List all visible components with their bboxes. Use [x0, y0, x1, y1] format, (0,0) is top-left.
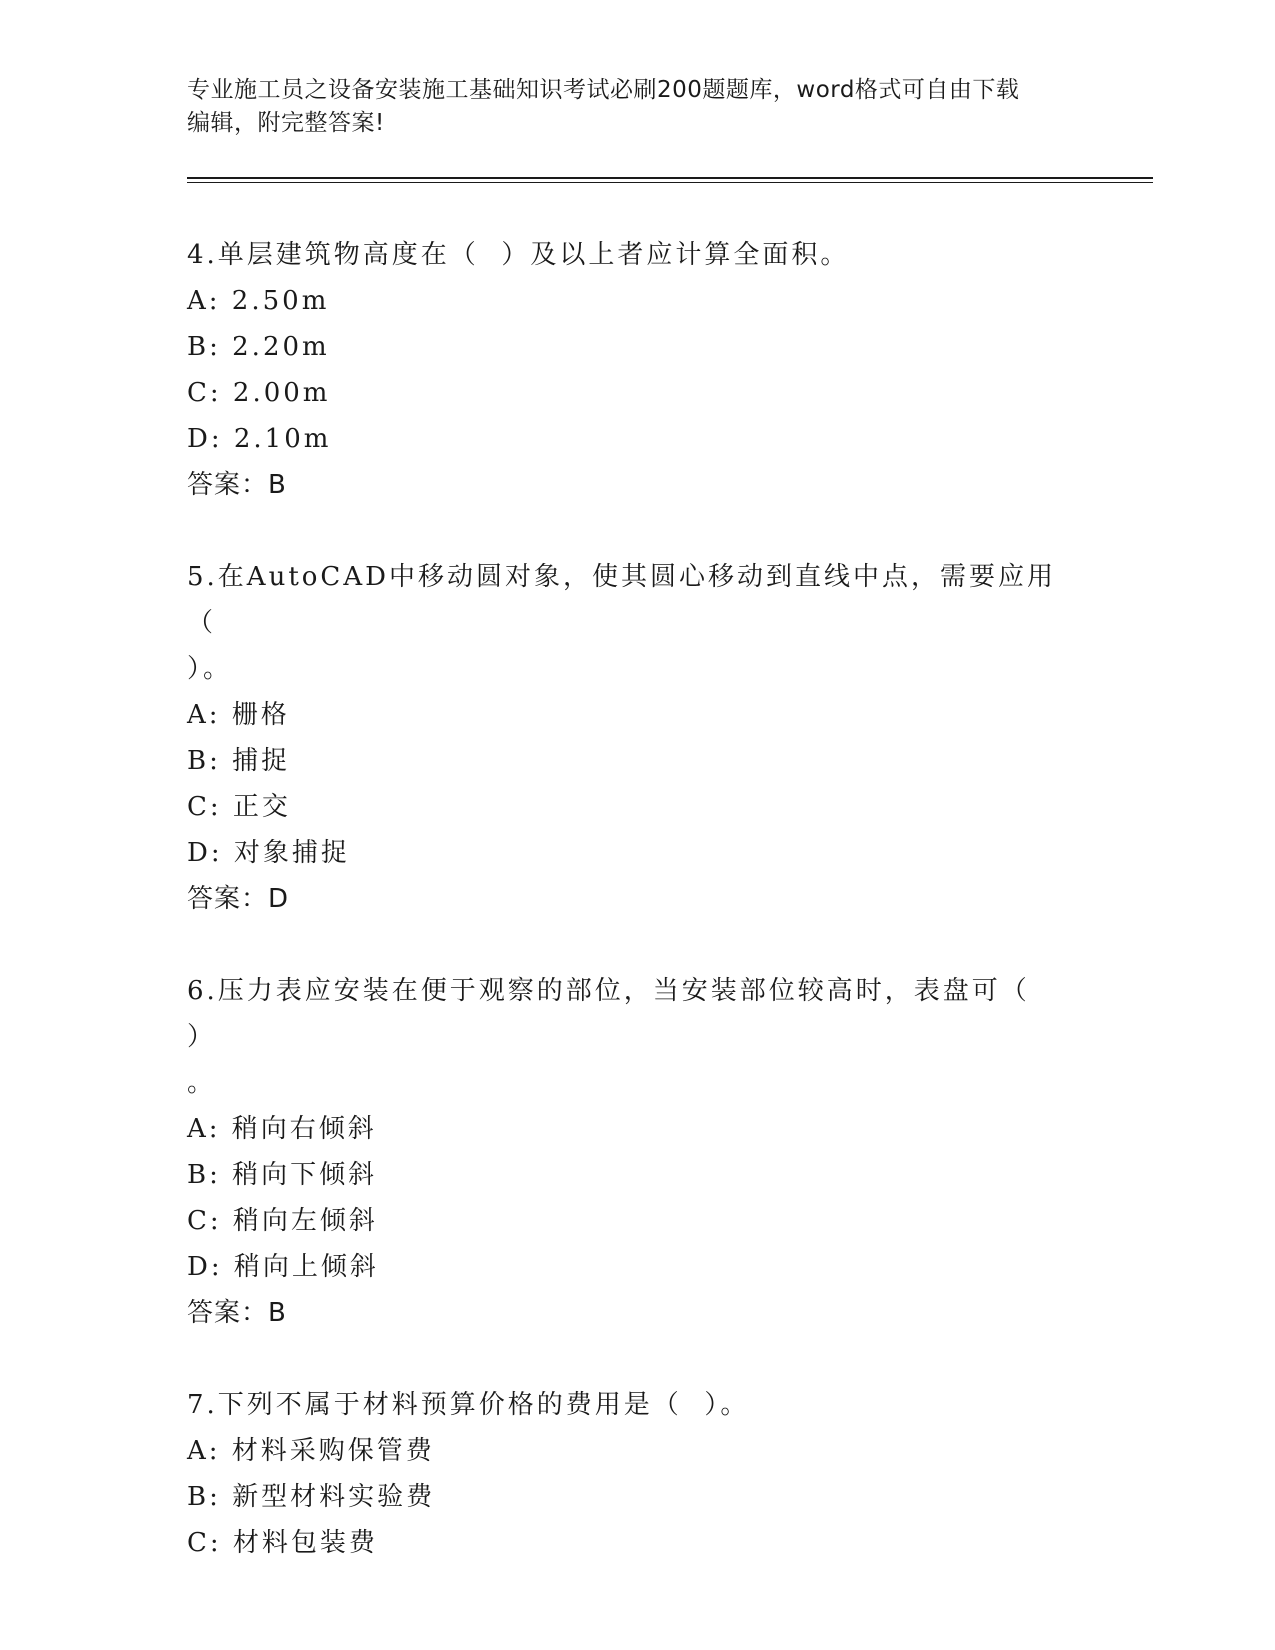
option-b: B: 2.20m — [187, 332, 330, 362]
header-line-1: 专业施工员之设备安装施工基础知识考试必刷200题题库，word格式可自由下载 — [187, 77, 1020, 103]
document-header — [187, 74, 1067, 140]
option-d: D: 对象捕捉 — [187, 838, 350, 868]
option-a: A: 栅格 — [187, 700, 290, 730]
option-d: D: 稍向上倾斜 — [187, 1252, 379, 1282]
option-a: A: 材料采购保管费 — [187, 1436, 435, 1466]
question-6 — [187, 968, 1067, 1336]
option-c: C: 稍向左倾斜 — [187, 1206, 378, 1236]
question-text: 7.下列不属于材料预算价格的费用是（ ）。 — [187, 1390, 750, 1420]
question-list — [187, 232, 1067, 1612]
option-b: B: 稍向下倾斜 — [187, 1160, 378, 1190]
question-text: 4.单层建筑物高度在（ ）及以上者应计算全面积。 — [187, 240, 850, 270]
question-text: 6.压力表应安装在便于观察的部位，当安装部位较高时，表盘可（ ） 。 — [187, 976, 1030, 1098]
option-a: A: 稍向右倾斜 — [187, 1114, 377, 1144]
answer: 答案：B — [187, 470, 287, 500]
option-b: B: 捕捉 — [187, 746, 291, 776]
question-4 — [187, 232, 1067, 508]
header-line-2: 编辑，附完整答案! — [187, 110, 385, 136]
option-b: B: 新型材料实验费 — [187, 1482, 436, 1512]
option-c: C: 材料包装费 — [187, 1528, 378, 1558]
answer: 答案：B — [187, 1298, 287, 1328]
option-d: D: 2.10m — [187, 424, 332, 454]
question-7 — [187, 1382, 1067, 1566]
answer: 答案：D — [187, 884, 290, 914]
header-rule-thin — [187, 182, 1153, 183]
option-a: A: 2.50m — [187, 286, 330, 316]
option-c: C: 2.00m — [187, 378, 331, 408]
option-c: C: 正交 — [187, 792, 291, 822]
question-5 — [187, 554, 1067, 922]
question-text: 5.在AutoCAD中移动圆对象，使其圆心移动到直线中点，需要应用（ ）。 — [187, 562, 1056, 684]
header-rule-thick — [187, 177, 1153, 179]
